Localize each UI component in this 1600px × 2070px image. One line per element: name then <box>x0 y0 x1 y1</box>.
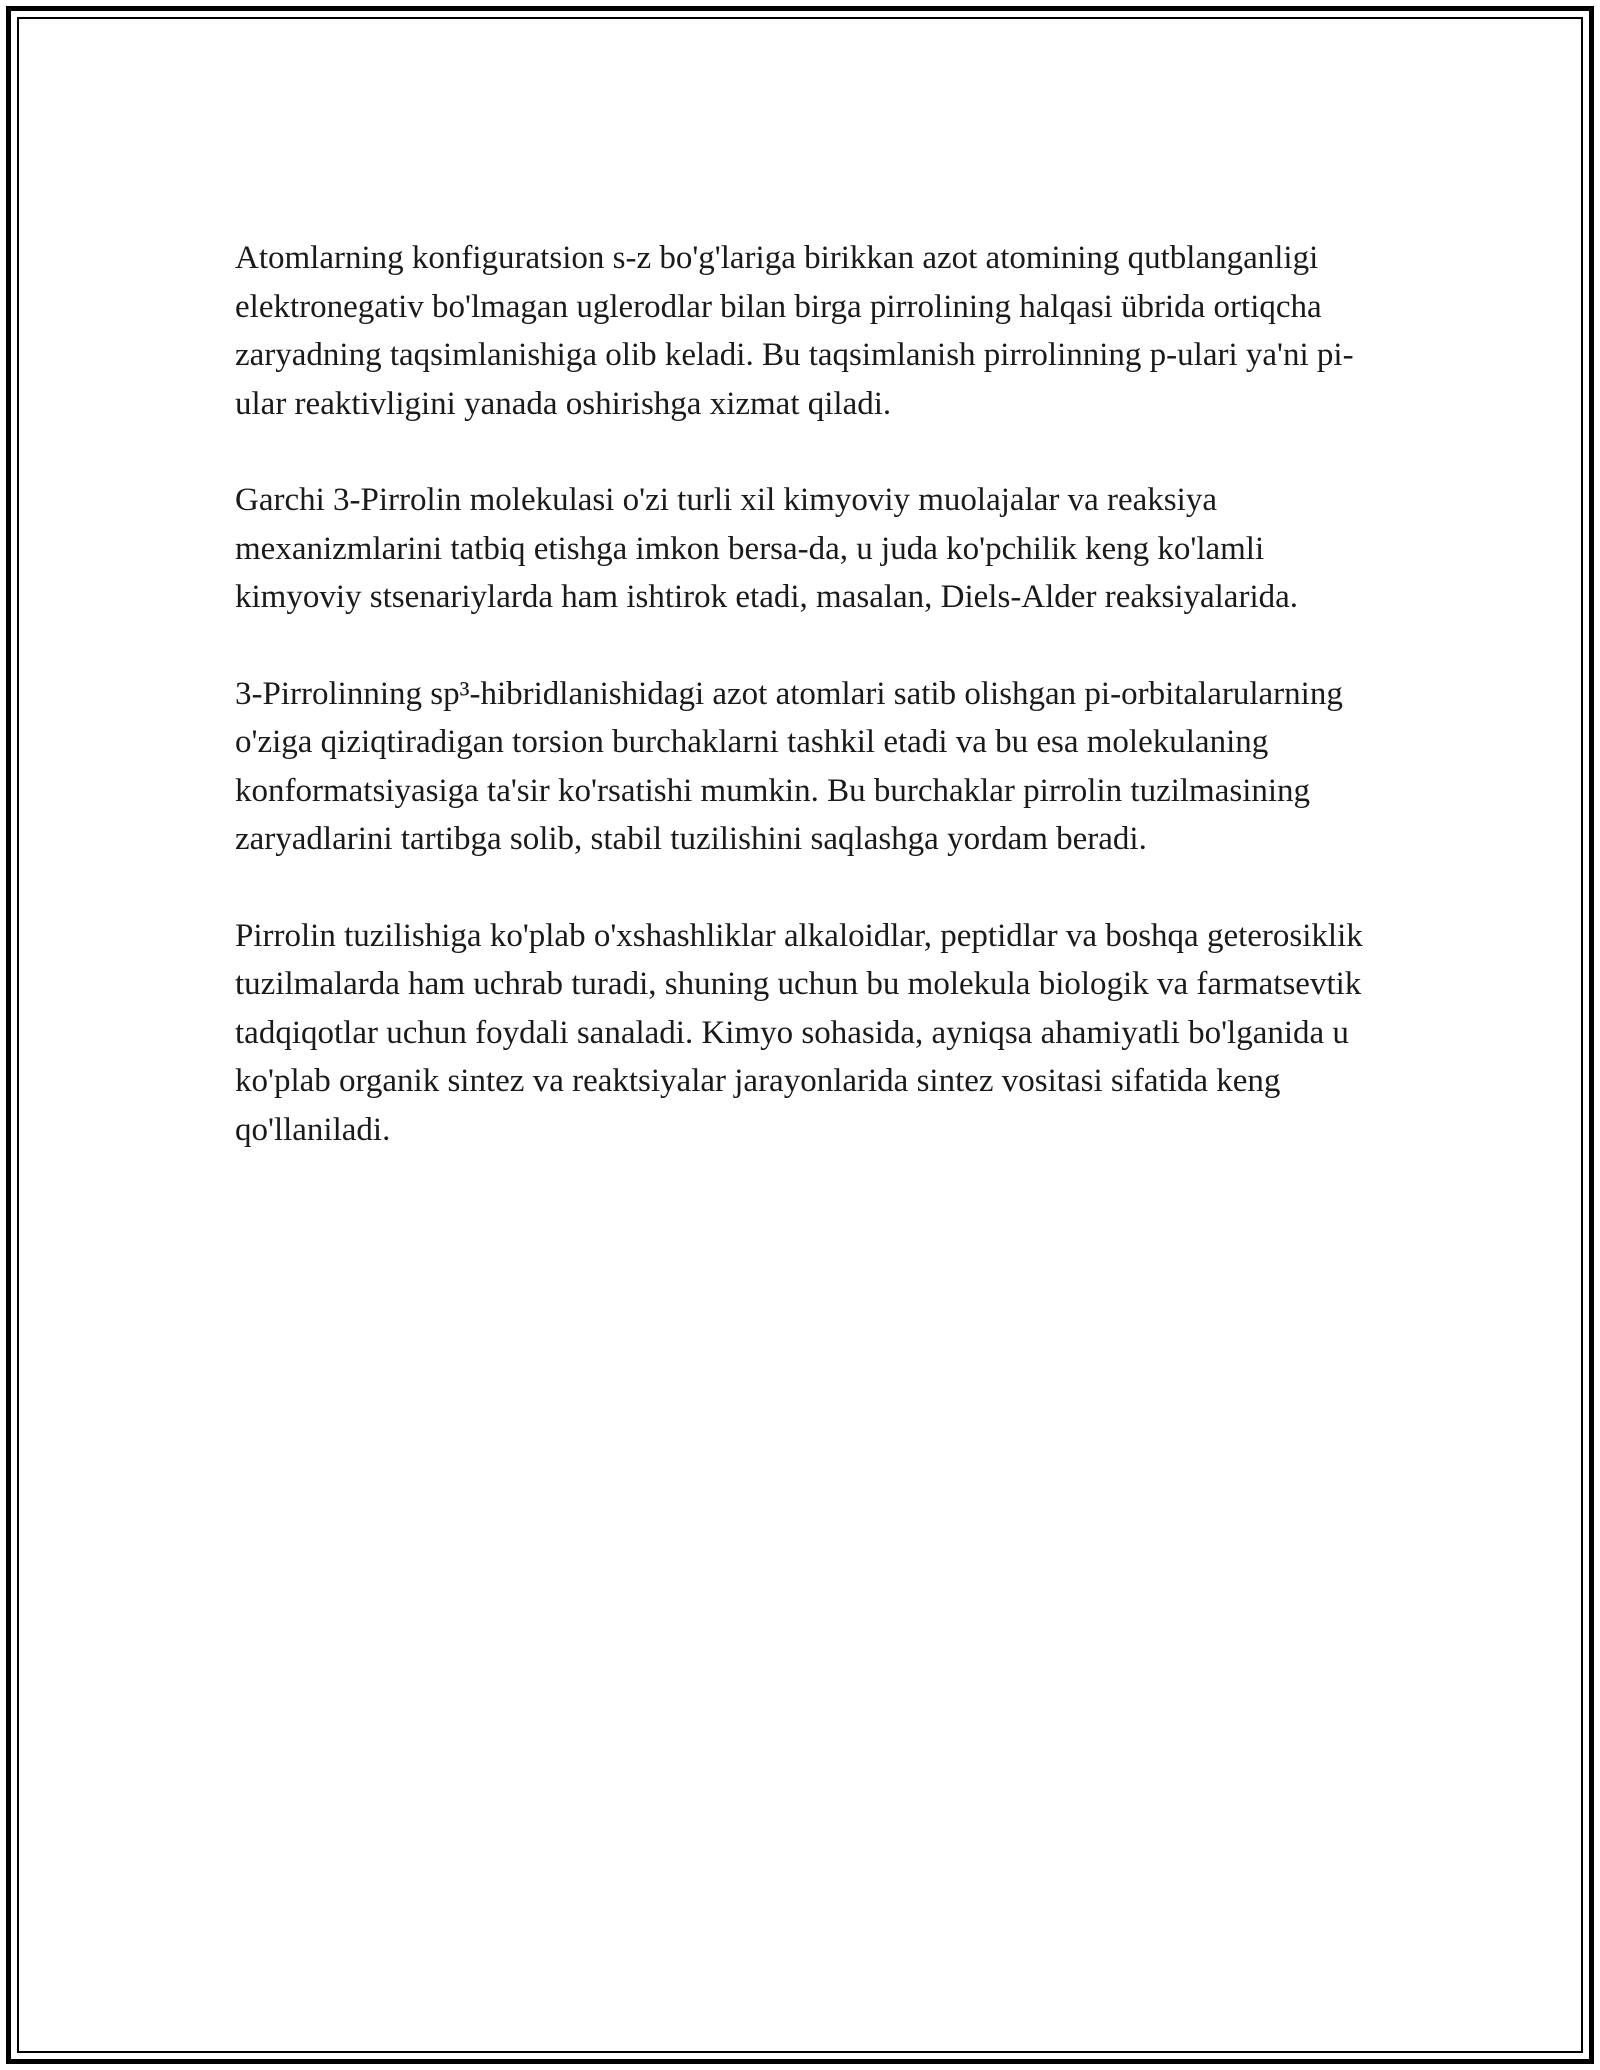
document-body <box>235 234 1375 1202</box>
paragraph-2: Garchi 3-Pirrolin molekulasi o'zi turli xil kimyoviy muolajalar va reaksiya mexanizmlarini tatbiq etishga imkon bersa-da, u juda ko'pchilik keng ko'lamli kimyoviy stsenariylarda ham ishtirok etadi, masalan, Diels-Alder reaksiyalarida. <box>235 482 1299 615</box>
paragraph-1: Atomlarning konfiguratsion s-z bo'g'lariga birikkan azot atomining qutblanganligi elektronegativ bo'lmagan uglerodlar bilan birga pirrolining halqasi übrida ortiqcha zaryadning taqsimlanishiga olib keladi. Bu taqsimlanish pirrolinning p-ulari ya'ni pi-ular reaktivligini yanada oshirishga xizmat qiladi. <box>235 240 1354 422</box>
paragraph-3: 3-Pirrolinning sp³-hibridlanishidagi azot atomlari satib olishgan pi-orbitalarularning o'ziga qiziqtiradigan torsion burchaklarni tashkil etadi va bu esa molekulaning konformatsiyasiga ta'sir ko'rsatishi mumkin. Bu burchaklar pirrolin tuzilmasining zaryadlarini tartibga solib, stabil tuzilishini saqlashga yordam beradi. <box>235 675 1343 857</box>
paragraph-4: Pirrolin tuzilishiga ko'plab o'xshashliklar alkaloidlar, peptidlar va boshqa geterosiklik tuzilmalarda ham uchrab turadi, shuning uchun bu molekula biologik va farmatsevtik tadqiqotlar uchun foydali sanaladi. Kimyo sohasida, ayniqsa ahamiyatli bo'lganida u ko'plab organik sintez va reaktsiyalar jarayonlarida sintez vositasi sifatida keng qo'llaniladi. <box>235 917 1363 1148</box>
